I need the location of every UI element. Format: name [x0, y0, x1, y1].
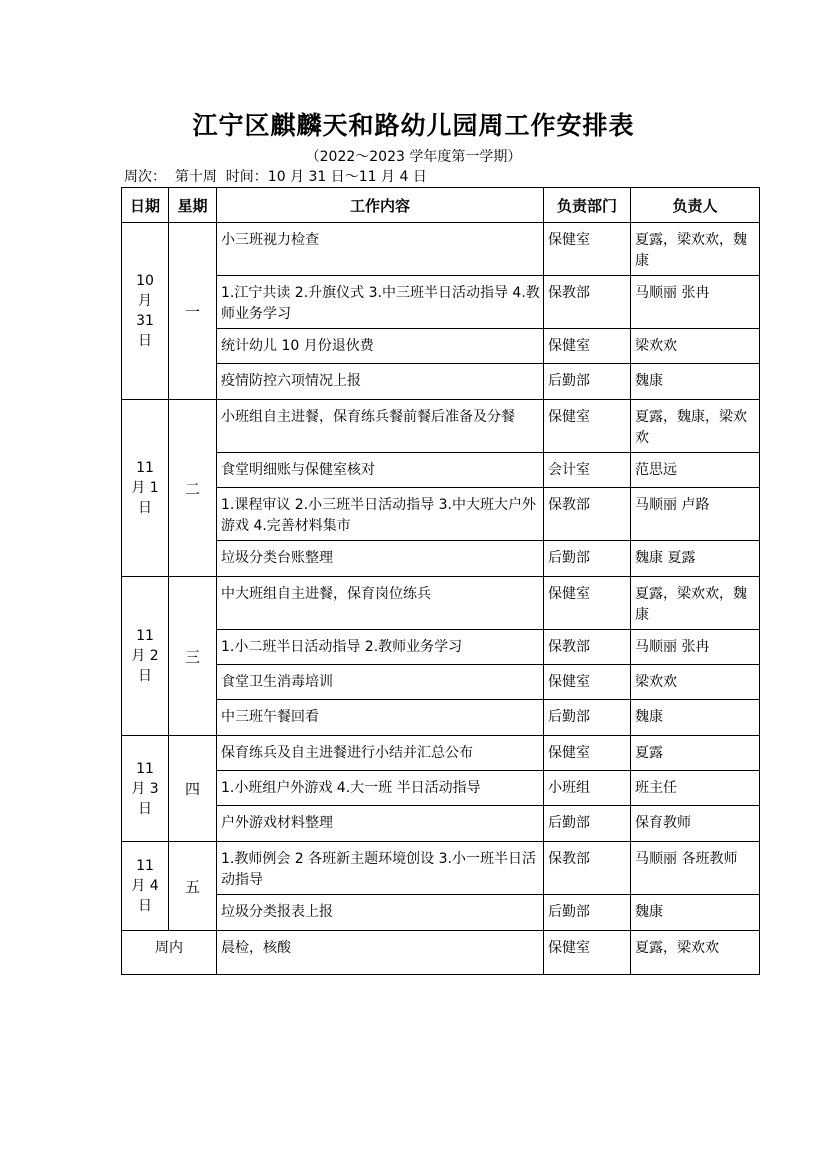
task-content: 1.教师例会 2 各班新主题环境创设 3.小一班半日活动指导 — [217, 842, 544, 895]
task-dept: 保健室 — [544, 736, 631, 771]
table-row — [122, 842, 760, 895]
table-row — [122, 736, 760, 771]
task-dept: 保健室 — [544, 223, 631, 276]
task-dept: 后勤部 — [544, 806, 631, 842]
task-content: 1.江宁共读 2.升旗仪式 3.中三班半日活动指导 4.教师业务学习 — [217, 276, 544, 329]
weekly-label: 周内 — [122, 931, 217, 975]
table-row — [122, 577, 760, 630]
task-person: 梁欢欢 — [631, 665, 760, 700]
task-content: 1.小二班半日活动指导 2.教师业务学习 — [217, 630, 544, 665]
table-row — [122, 223, 760, 276]
table-row — [122, 400, 760, 453]
task-content: 1.课程审议 2.小三班半日活动指导 3.中大班大户外游戏 4.完善材料集市 — [217, 488, 544, 541]
task-person: 魏康 夏露 — [631, 541, 760, 577]
task-person: 魏康 — [631, 895, 760, 931]
task-dept: 保教部 — [544, 842, 631, 895]
task-content: 食堂卫生消毒培训 — [217, 665, 544, 700]
table-row — [122, 276, 760, 329]
task-dept: 后勤部 — [544, 700, 631, 736]
task-person: 班主任 — [631, 771, 760, 806]
schedule-table — [121, 187, 760, 975]
day-weekday: 二 — [169, 400, 217, 577]
table-row — [122, 541, 760, 577]
table-row — [122, 771, 760, 806]
task-dept: 小班组 — [544, 771, 631, 806]
task-dept: 后勤部 — [544, 541, 631, 577]
task-content: 中三班午餐回看 — [217, 700, 544, 736]
task-person: 保育教师 — [631, 806, 760, 842]
task-content: 晨检，核酸 — [217, 931, 544, 975]
day-weekday: 三 — [169, 577, 217, 736]
task-dept: 保健室 — [544, 329, 631, 364]
task-content: 1.小班组户外游戏 4.大一班 半日活动指导 — [217, 771, 544, 806]
table-row — [122, 453, 760, 488]
header-weekday: 星期 — [169, 188, 217, 223]
table-header-row — [122, 188, 760, 223]
day-date: 11 月 3 日 — [122, 736, 169, 842]
table-row — [122, 931, 760, 975]
task-dept: 保健室 — [544, 931, 631, 975]
task-dept: 保健室 — [544, 665, 631, 700]
task-person: 夏露 — [631, 736, 760, 771]
table-row — [122, 665, 760, 700]
table-row — [122, 329, 760, 364]
task-dept: 保健室 — [544, 577, 631, 630]
table-row — [122, 488, 760, 541]
task-content: 小班组自主进餐，保育练兵餐前餐后准备及分餐 — [217, 400, 544, 453]
task-person: 马顺丽 张冉 — [631, 630, 760, 665]
week-info: 周次： 第十周 时间：10 月 31 日～11 月 4 日 — [124, 169, 427, 185]
table-row — [122, 700, 760, 736]
day-weekday: 五 — [169, 842, 217, 931]
task-person: 马顺丽 卢路 — [631, 488, 760, 541]
day-date: 10 月 31 日 — [122, 223, 169, 400]
page-title: 江宁区麒麟天和路幼儿园周工作安排表 — [192, 111, 635, 140]
table-row — [122, 630, 760, 665]
task-person: 马顺丽 各班教师 — [631, 842, 760, 895]
table-row — [122, 364, 760, 400]
task-content: 食堂明细账与保健室核对 — [217, 453, 544, 488]
task-person: 夏露，梁欢欢，魏康 — [631, 577, 760, 630]
task-content: 小三班视力检查 — [217, 223, 544, 276]
task-person: 夏露，梁欢欢 — [631, 931, 760, 975]
header-person: 负责人 — [631, 188, 760, 223]
header-date: 日期 — [122, 188, 169, 223]
task-content: 保育练兵及自主进餐进行小结并汇总公布 — [217, 736, 544, 771]
header-dept: 负责部门 — [544, 188, 631, 223]
day-date: 11 月 2 日 — [122, 577, 169, 736]
task-person: 马顺丽 张冉 — [631, 276, 760, 329]
table-row — [122, 806, 760, 842]
task-content: 疫情防控六项情况上报 — [217, 364, 544, 400]
day-weekday: 四 — [169, 736, 217, 842]
task-dept: 会计室 — [544, 453, 631, 488]
task-dept: 保教部 — [544, 630, 631, 665]
task-dept: 后勤部 — [544, 895, 631, 931]
task-content: 垃圾分类报表上报 — [217, 895, 544, 931]
day-date: 11 月 1 日 — [122, 400, 169, 577]
task-person: 夏露，梁欢欢，魏康 — [631, 223, 760, 276]
task-person: 魏康 — [631, 700, 760, 736]
table-row — [122, 895, 760, 931]
header-content: 工作内容 — [217, 188, 544, 223]
task-person: 夏露，魏康，梁欢欢 — [631, 400, 760, 453]
task-dept: 保健室 — [544, 400, 631, 453]
task-dept: 保教部 — [544, 488, 631, 541]
task-dept: 后勤部 — [544, 364, 631, 400]
task-dept: 保教部 — [544, 276, 631, 329]
task-person: 梁欢欢 — [631, 329, 760, 364]
task-content: 户外游戏材料整理 — [217, 806, 544, 842]
task-person: 魏康 — [631, 364, 760, 400]
day-weekday: 一 — [169, 223, 217, 400]
task-content: 统计幼儿 10 月份退伙费 — [217, 329, 544, 364]
semester-subtitle: （2022～2023 学年度第一学期） — [305, 149, 522, 165]
task-content: 中大班组自主进餐，保育岗位练兵 — [217, 577, 544, 630]
task-content: 垃圾分类台账整理 — [217, 541, 544, 577]
day-date: 11 月 4 日 — [122, 842, 169, 931]
task-person: 范思远 — [631, 453, 760, 488]
